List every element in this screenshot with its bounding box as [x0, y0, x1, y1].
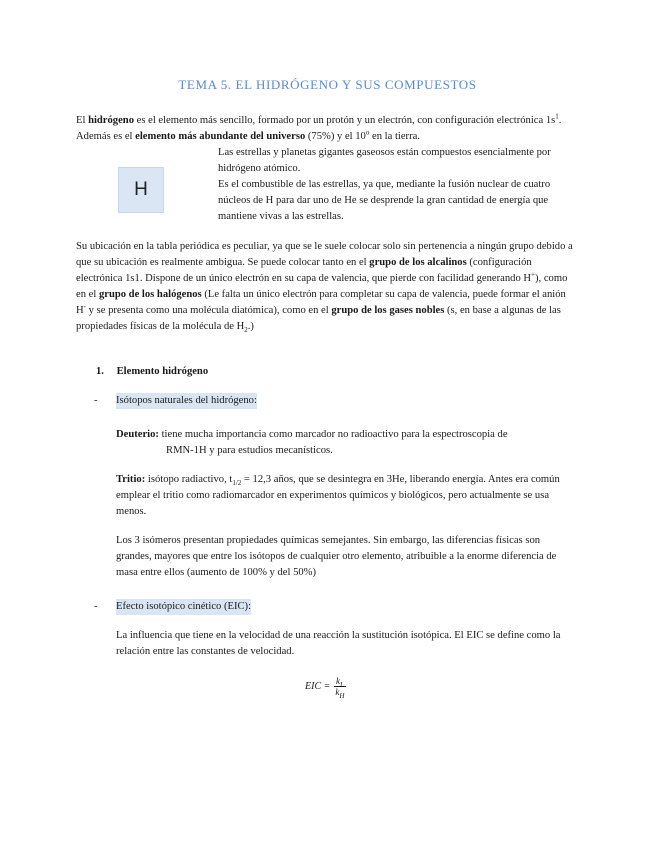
isotopes-paragraph: Los 3 isómeros presentan propiedades químicas semejantes. Sin embargo, las diferencias físicas son grandes, mayores que entre los isótopos de cualquier otro elemento, atribuible a la enorme diferencia de masa entre ellos (aumento de 100% y del 50%): [116, 535, 557, 578]
section-label: Elemento hidrógeno: [116, 366, 209, 377]
location-paragraph: Su ubicación en la tabla periódica es peculiar, ya que se le suele colocar solo sin pertenencia a ningún grupo debido a que su ubicación es realmente ambigua. Se puede colocar tanto en el grupo de los alcalinos (configuración electrónica 1s1. Dispone de un único electrón en su capa de valencia, que pierde con facilidad generando H+), como en el grupo de los halógenos (Le falta un único electrón para completar su capa de valencia, puede formar el anión H- y se presenta como una molécula diatómica), como en el grupo de los gases nobles (s, en base a algunas de las propiedades físicas de la molécula de $H_2$.): [76, 241, 573, 335]
isotopes-subheading: Isótopos naturales del hidrógeno:: [116, 393, 257, 409]
hydrogen-element-tile: H: [118, 167, 164, 213]
deuterio-paragraph-cont: RMN-1H y para estudios mecanísticos.: [166, 445, 333, 456]
section-number: 1.: [96, 366, 104, 377]
page-title: TEMA 5. EL HIDRÓGENO Y SUS COMPUESTOS: [178, 77, 477, 92]
stars-paragraph: Las estrellas y planetas gigantes gaseosos están compuestos esencialmente por hidrógeno atómico.: [218, 147, 551, 174]
eic-subheading: Efecto isotópico cinético (EIC):: [116, 599, 251, 615]
bullet-dash: -: [94, 395, 98, 406]
fuel-paragraph: Es el combustible de las estrellas, ya que, mediante la fusión nuclear de cuatro núcleos de H para dar uno de He se desprende la gran cantidad de energía que mantiene vivas a las estrellas.: [218, 179, 551, 222]
eic-formula: EIC = $\frac{k_L}{k_H}$: [305, 676, 345, 700]
section-heading: [96, 364, 208, 380]
tritio-label: Tritio:: [116, 474, 146, 485]
bullet-dash: -: [94, 601, 98, 612]
deuterio-label: Deuterio:: [116, 429, 159, 440]
eic-paragraph: La influencia que tiene en la velocidad de una reacción la sustitución isotópica. El EIC se define como la relación entre las constantes de velocidad.: [116, 630, 561, 657]
intro-paragraph: El hidrógeno es el elemento más sencillo, formado por un protón y un electrón, con configuración electrónica $1s^1$. Además es el elemento más abundante del universo (75%) y el 10$^o$ en la tierra.: [76, 112, 562, 142]
most-abundant-bold: elemento más abundante del universo: [135, 131, 306, 142]
hydrogen-bold: hidrógeno: [88, 115, 134, 126]
tritio-paragraph: Tritio: isótopo radiactivo, $t_{1/2} = 12,3$ años, que se desintegra en 3He, liberando energía. Antes era común emplear el tritio como radiomarcador en experimentos químicos y biológicos, pero actualmente se usa menos.: [116, 474, 560, 517]
deuterio-paragraph: Deuterio: tiene mucha importancia como marcador no radioactivo para la espectroscopia de: [116, 429, 508, 440]
